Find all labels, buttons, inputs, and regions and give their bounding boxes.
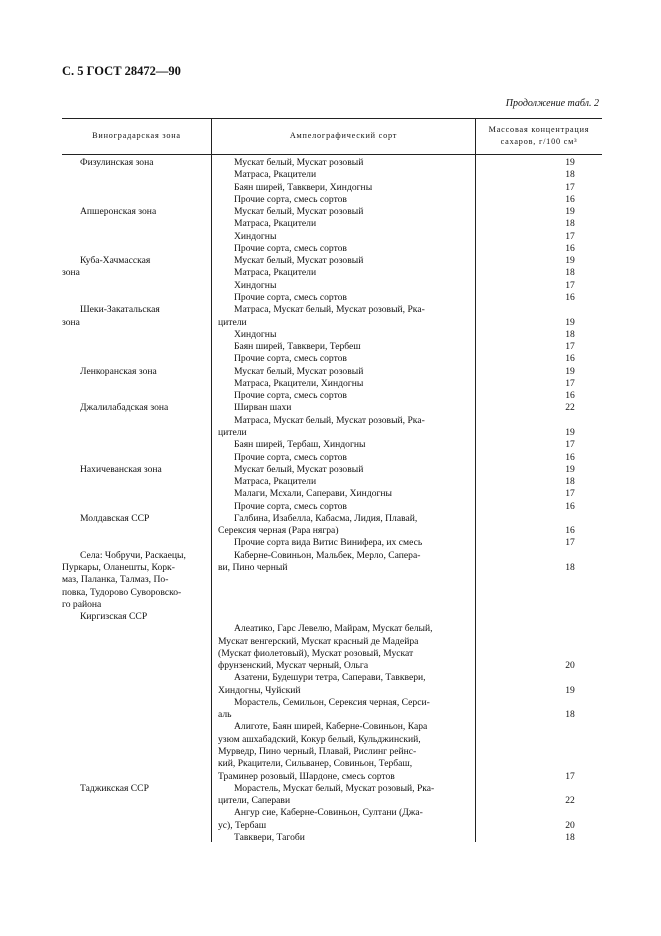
cell-sugar-value: 17: [565, 488, 575, 500]
table-row: [62, 513, 602, 525]
cell-variety: Баян ширей, Тавквери, Хиндогны: [234, 181, 373, 193]
cell-variety: Матраса, Ркацители: [234, 476, 317, 487]
cell-zone: Села: Чобручи, Раскаецы,: [80, 549, 186, 561]
table-row: [62, 820, 602, 832]
cell-zone: Джалилабадская зона: [80, 402, 169, 414]
table-row: [62, 697, 602, 709]
cell-sugar-value: 19: [565, 426, 575, 438]
cell-variety: аль: [218, 709, 232, 721]
table-row: [62, 574, 602, 586]
cell-variety: Хиндогны: [234, 279, 277, 291]
table-row: [62, 194, 602, 206]
cell-variety: Хиндогны: [234, 230, 277, 242]
cell-variety: Ширван шахи: [234, 402, 292, 414]
cell-variety: Каберне-Совиньон, Мальбек, Мерло, Сапера-: [234, 549, 421, 561]
cell-zone: повка, Тудорово Суворовско-: [62, 586, 182, 598]
cell-variety: (Мускат фиолетовый), Мускат розовый, Мускат: [218, 647, 414, 659]
page-title: С. 5 ГОСТ 28472—90: [62, 64, 181, 78]
table-row: [62, 280, 602, 292]
cell-sugar-value: 16: [565, 353, 575, 365]
cell-variety: Мускат белый, Мускат розовый: [234, 157, 364, 168]
cell-variety: Алеатико, Гарс Левелю, Майрам, Мускат белый,: [234, 623, 433, 635]
cell-sugar-value: 19: [565, 206, 575, 218]
cell-zone: Ленкоранская зона: [80, 365, 157, 377]
table-row: [62, 672, 602, 684]
cell-variety: Морастель, Мускат белый, Мускат розовый, Рка-: [234, 782, 435, 794]
cell-sugar-value: 18: [565, 218, 575, 230]
cell-variety: Матраса, Мускат белый, Мускат розовый, Рка-: [234, 304, 425, 316]
table-row: [62, 218, 602, 230]
table-row: [62, 378, 602, 390]
table-row: [62, 169, 602, 181]
cell-sugar-value: 19: [565, 316, 575, 328]
cell-variety: Матраса, Ркацители: [234, 267, 317, 279]
column-header-variety: Ампелографический сорт: [289, 131, 398, 140]
cell-zone: Молдавская ССР: [80, 512, 150, 524]
table-row: [62, 206, 602, 218]
cell-variety: Прочие сорта, смесь сортов: [234, 390, 347, 402]
table-row: [62, 157, 602, 169]
cell-sugar-value: 18: [565, 561, 575, 573]
table-row: [62, 746, 602, 758]
table-row: [62, 341, 602, 353]
table-row: [62, 721, 602, 733]
table-row: [62, 353, 602, 365]
cell-sugar-value: 17: [565, 537, 575, 549]
cell-sugar-value: 17: [565, 377, 575, 389]
table-row: [62, 623, 602, 635]
table-row: [62, 317, 602, 329]
table-row: [62, 807, 602, 819]
cell-sugar-value: 16: [565, 500, 575, 512]
table-row: [62, 795, 602, 807]
table-row: [62, 255, 602, 267]
cell-variety: Морастель, Семильон, Серексия черная, Серси-: [234, 696, 430, 708]
cell-variety: цители: [218, 316, 247, 328]
cell-sugar-value: 18: [565, 267, 575, 279]
cell-variety: Тавквери, Тагоби: [234, 831, 305, 843]
cell-sugar-value: 18: [565, 169, 575, 181]
cell-variety: Прочие сорта, смесь сортов: [234, 242, 347, 254]
cell-sugar-value: 17: [565, 341, 575, 352]
cell-zone: зона: [62, 267, 80, 279]
cell-variety: Мурведр, Пино черный, Плавай, Рислинг рейнс-: [218, 746, 417, 757]
table-row: [62, 611, 602, 623]
cell-variety: Малаги, Мсхали, Саперави, Хиндогны: [234, 488, 393, 500]
table-row: [62, 439, 602, 451]
table-row: [62, 648, 602, 660]
table-row: [62, 771, 602, 783]
cell-sugar-value: 22: [565, 402, 575, 414]
table-row: [62, 366, 602, 378]
table-row: [62, 182, 602, 194]
cell-variety: кий, Ркацители, Сильванер, Совиньон, Тербаш,: [218, 758, 413, 770]
cell-variety: Азатени, Будешури тетра, Саперави, Тавквери,: [234, 672, 426, 684]
cell-zone: Нахичеванская зона: [80, 463, 162, 475]
cell-sugar-value: 20: [565, 819, 575, 831]
cell-sugar-value: 19: [565, 157, 575, 168]
table-row: [62, 501, 602, 513]
cell-zone: маз, Паланка, Талмаз, По-: [62, 574, 169, 586]
cell-sugar-value: 17: [565, 439, 575, 451]
cell-variety: Прочие сорта, смесь сортов: [234, 353, 347, 365]
cell-sugar-value: 19: [565, 463, 575, 475]
cell-variety: Мускат венгерский, Мускат красный де Мадейра: [218, 635, 419, 647]
cell-variety: Матраса, Ркацители, Хиндогны: [234, 377, 364, 389]
cell-variety: ви, Пино черный: [218, 561, 288, 573]
table-row: [62, 292, 602, 304]
cell-sugar-value: 16: [565, 242, 575, 254]
cell-zone: Физулинская зона: [80, 157, 154, 168]
table-row: [62, 562, 602, 574]
table-top-rule: [62, 118, 602, 119]
table-continuation-caption: Продолжение табл. 2: [505, 98, 599, 109]
table-row: [62, 525, 602, 537]
table-row: [62, 427, 602, 439]
cell-variety: Матраса, Мускат белый, Мускат розовый, Рка-: [234, 414, 425, 426]
cell-zone: го района: [62, 598, 102, 610]
cell-sugar-value: 22: [565, 795, 575, 806]
cell-variety: Галбина, Изабелла, Кабасма, Лидия, Плавай,: [234, 512, 418, 524]
cell-variety: ус), Тербаш: [218, 819, 267, 831]
cell-variety: Прочие сорта, смесь сортов: [234, 500, 347, 512]
cell-variety: Матраса, Ркацители: [234, 169, 317, 181]
cell-zone: Шеки-Закатальская: [80, 304, 160, 316]
cell-sugar-value: 16: [565, 292, 575, 303]
table-row: [62, 415, 602, 427]
cell-variety: Прочие сорта вида Витис Винифера, их смесь: [234, 537, 423, 549]
table-row: [62, 402, 602, 414]
cell-sugar-value: 19: [565, 365, 575, 377]
cell-sugar-value: 19: [565, 684, 575, 696]
cell-variety: Серексия черная (Рара нягра): [218, 525, 339, 537]
cell-sugar-value: 16: [565, 451, 575, 463]
cell-variety: Хиндогны, Чуйский: [218, 684, 301, 696]
cell-sugar-value: 19: [565, 255, 575, 267]
column-header-sugar-line-2: сахаров, г/100 см³: [500, 137, 578, 146]
cell-sugar-value: 18: [565, 709, 575, 721]
cell-variety: Ангур сие, Каберне-Совиньон, Султани (Джа-: [234, 807, 423, 819]
cell-zone: Таджикская ССР: [80, 782, 149, 794]
table-row: [62, 685, 602, 697]
header-bottom-rule: [62, 154, 602, 155]
table-row: [62, 452, 602, 464]
column-header-zone: Виноградарская зона: [92, 131, 181, 140]
cell-variety: Мускат белый, Мускат розовый: [234, 463, 364, 475]
cell-variety: Мускат белый, Мускат розовый: [234, 365, 364, 377]
cell-variety: Траминер розовый, Шардоне, смесь сортов: [218, 770, 395, 782]
table-row: [62, 488, 602, 500]
cell-variety: Матраса, Ркацители: [234, 218, 317, 230]
cell-variety: Прочие сорта, смесь сортов: [234, 451, 347, 463]
cell-sugar-value: 18: [565, 328, 575, 340]
cell-sugar-value: 18: [565, 476, 575, 487]
cell-variety: цители, Саперави: [218, 795, 291, 806]
cell-variety: Мускат белый, Мускат розовый: [234, 206, 364, 218]
table-row: [62, 550, 602, 562]
cell-variety: Прочие сорта, смесь сортов: [234, 193, 347, 205]
table-row: [62, 587, 602, 599]
cell-variety: Баян ширей, Тербаш, Хиндогны: [234, 439, 366, 451]
table-row: [62, 783, 602, 795]
table-row: [62, 660, 602, 672]
table-row: [62, 267, 602, 279]
cell-sugar-value: 20: [565, 660, 575, 672]
table-row: [62, 636, 602, 648]
cell-sugar-value: 17: [565, 181, 575, 193]
cell-zone: Куба-Хачмасская: [80, 255, 151, 267]
table-row: [62, 304, 602, 316]
cell-zone: Пуркары, Оланешты, Корк-: [62, 561, 175, 573]
column-header-sugar-line-1: Массовая концентрация: [488, 125, 590, 134]
cell-sugar-value: 16: [565, 390, 575, 402]
cell-sugar-value: 17: [565, 770, 575, 782]
table-row: [62, 243, 602, 255]
table-row: [62, 599, 602, 611]
cell-variety: Прочие сорта, смесь сортов: [234, 292, 347, 303]
cell-sugar-value: 16: [565, 193, 575, 205]
cell-sugar-value: 17: [565, 279, 575, 291]
cell-zone: Апшеронская зона: [80, 206, 157, 218]
cell-variety: фрунзенский, Мускат черный, Ольга: [218, 660, 369, 672]
cell-sugar-value: 18: [565, 831, 575, 843]
table-row: [62, 734, 602, 746]
table-row: [62, 390, 602, 402]
cell-zone: Киргизская ССР: [80, 611, 148, 622]
table-row: [62, 537, 602, 549]
table-row: [62, 709, 602, 721]
table-row: [62, 476, 602, 488]
table-row: [62, 758, 602, 770]
cell-sugar-value: 16: [565, 525, 575, 537]
cell-variety: Алиготе, Баян ширей, Каберне-Совиньон, Кара: [234, 721, 428, 733]
cell-zone: зона: [62, 316, 80, 328]
table-row: [62, 231, 602, 243]
table-row: [62, 329, 602, 341]
cell-variety: Мускат белый, Мускат розовый: [234, 255, 364, 267]
table-row: [62, 832, 602, 844]
table-row: [62, 464, 602, 476]
cell-sugar-value: 17: [565, 230, 575, 242]
cell-variety: узюм ашхабадский, Кокур белый, Кульджинский,: [218, 733, 421, 745]
cell-variety: цители: [218, 426, 247, 438]
cell-variety: Баян ширей, Тавквери, Тербеш: [234, 341, 361, 352]
cell-variety: Хиндогны: [234, 328, 277, 340]
